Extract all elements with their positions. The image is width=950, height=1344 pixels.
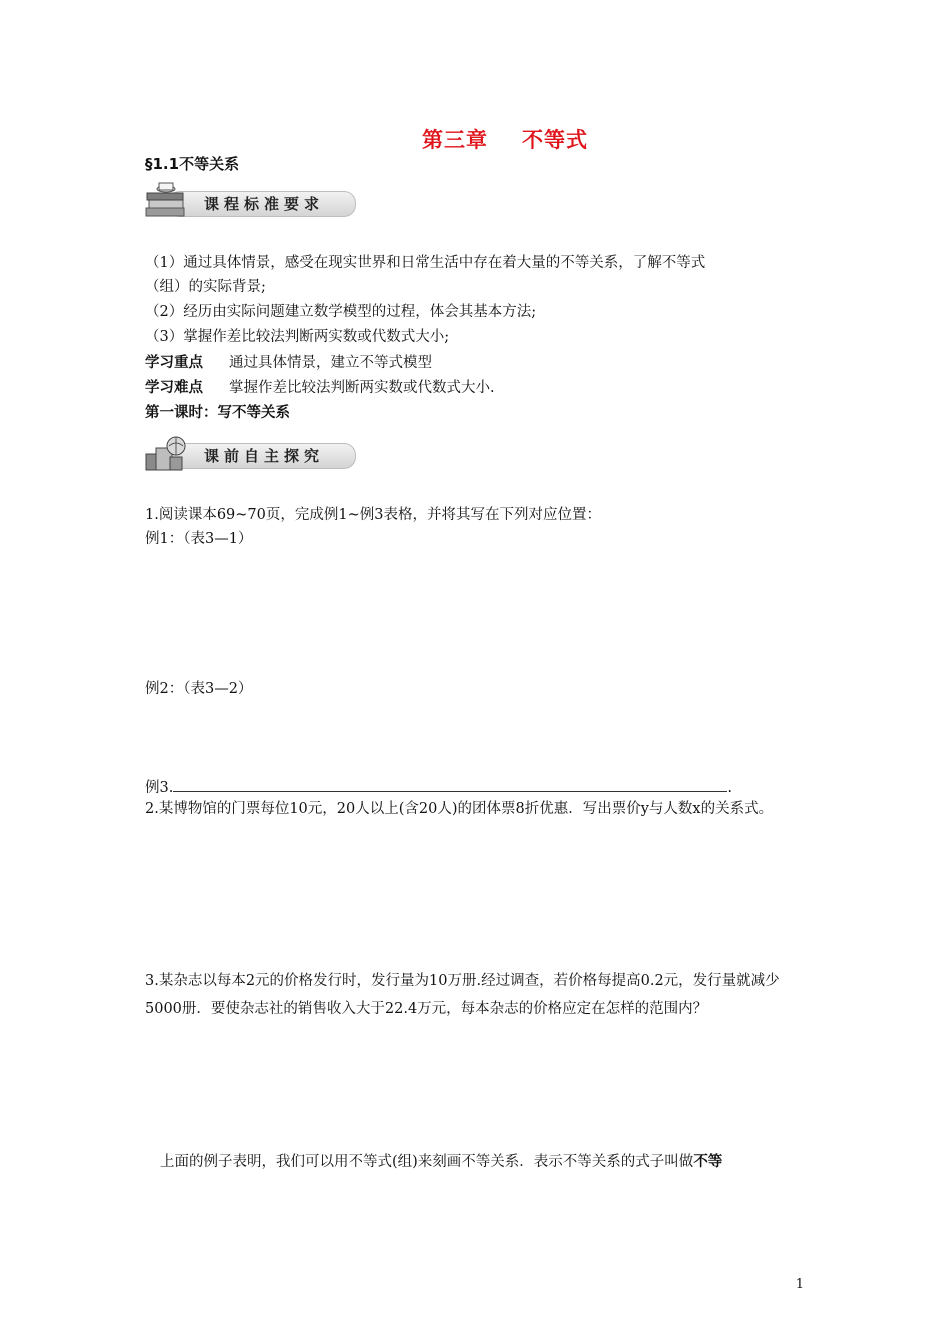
summary-paragraph: 上面的例子表明，我们可以用不等式(组)来刻画不等关系．表示不等关系的式子叫做不等 bbox=[160, 1154, 723, 1170]
learning-focus-label: 学习重点 bbox=[145, 355, 203, 371]
standard-1b: （组）的实际背景; bbox=[145, 279, 266, 295]
question-1: 1.阅读课本69~70页，完成例1~例3表格，并将其写在下列对应位置： bbox=[145, 507, 601, 523]
learning-difficulty-label: 学习难点 bbox=[145, 380, 203, 396]
answer-blank[interactable] bbox=[173, 777, 727, 792]
chapter-title bbox=[0, 124, 950, 154]
learning-difficulty bbox=[145, 376, 495, 397]
books-coffee-icon bbox=[142, 180, 192, 222]
chapter-name: 不等式 bbox=[522, 128, 588, 152]
section-heading: §1.1不等关系 bbox=[145, 155, 240, 173]
chapter-number: 第三章 bbox=[422, 128, 488, 152]
standard-3: （3）掌握作差比较法判断两实数或代数式大小; bbox=[145, 329, 450, 345]
page-number: 1 bbox=[795, 1277, 804, 1292]
standard-1a: （1）通过具体情景，感受在现实世界和日常生活中存在着大量的不等关系，了解不等式 bbox=[145, 255, 706, 271]
learning-difficulty-value: 掌握作差比较法判断两实数或代数式大小. bbox=[229, 380, 495, 396]
course-standards-banner: 课程标准要求 bbox=[142, 180, 356, 222]
globe-books-icon bbox=[142, 432, 192, 474]
example-2-label: 例2：（表3—2） bbox=[145, 681, 253, 697]
standard-2: （2）经历由实际问题建立数学模型的过程，体会其基本方法; bbox=[145, 304, 537, 320]
example-1-label: 例1：（表3—1） bbox=[145, 531, 253, 547]
question-3: 3.某杂志以每本2元的价格发行时，发行量为10万册.经过调查，若价格每提高0.2元，发行量就减少5000册．要使杂志社的销售收入大于22.4万元，每本杂志的价格应定在怎样的范围内？ bbox=[145, 973, 780, 1017]
pre-class-banner: 课前自主探究 bbox=[142, 432, 356, 474]
summary-term: 不等 bbox=[693, 1154, 723, 1170]
learning-focus bbox=[145, 351, 432, 372]
lesson-heading: 第一课时：写不等关系 bbox=[145, 405, 290, 421]
example-3-line: 例3. . bbox=[145, 776, 732, 797]
learning-focus-value: 通过具体情景，建立不等式模型 bbox=[229, 355, 432, 371]
question-2: 2.某博物馆的门票每位10元，20人以上(含20人)的团体票8折优惠．写出票价y与人数x的关系式。 bbox=[145, 801, 774, 817]
